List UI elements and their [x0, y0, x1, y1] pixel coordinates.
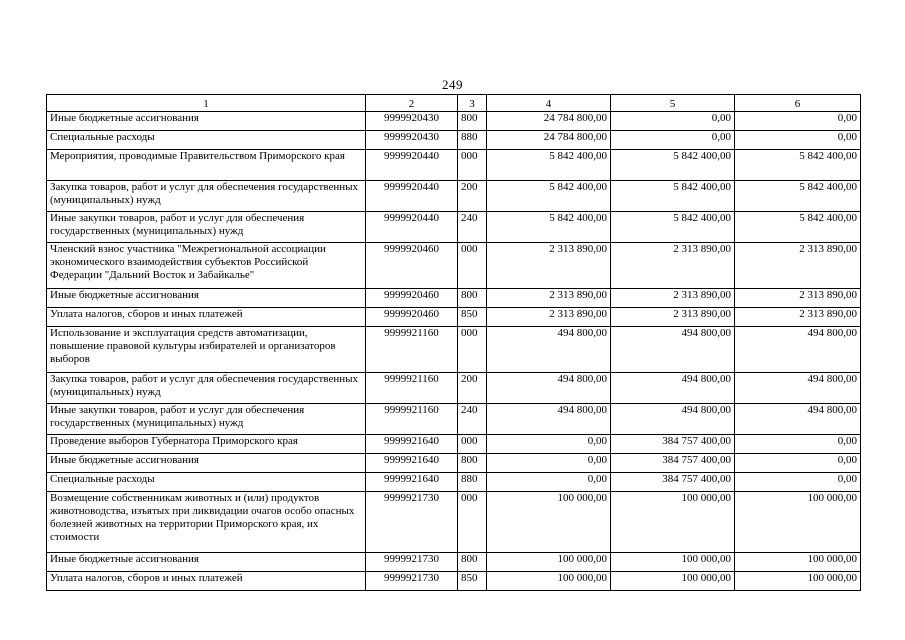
- amount-col5-cell: 100 000,00: [611, 572, 735, 591]
- row-name-cell: Иные бюджетные ассигнования: [47, 112, 366, 131]
- row-name-cell: Использование и эксплуатация средств автоматизации, повышение правовой культуры избирателей и организаторов выборов: [47, 327, 366, 373]
- column-header: 3: [458, 95, 487, 112]
- expense-type-cell: 240: [458, 212, 487, 243]
- target-code-cell: 9999921160: [366, 404, 458, 435]
- amount-col4-cell: 2 313 890,00: [487, 243, 611, 289]
- page-number: 249: [442, 77, 463, 92]
- table-row: [47, 308, 861, 327]
- row-name-cell: Специальные расходы: [47, 131, 366, 150]
- row-name-cell: Мероприятия, проводимые Правительством Приморского края: [47, 150, 366, 181]
- amount-col4-cell: 494 800,00: [487, 327, 611, 373]
- amount-col6-cell: 0,00: [735, 435, 861, 454]
- amount-col4-cell: 100 000,00: [487, 553, 611, 572]
- table-row: [47, 243, 861, 289]
- target-code-cell: 9999921160: [366, 327, 458, 373]
- expense-type-cell: 880: [458, 131, 487, 150]
- amount-col4-cell: 2 313 890,00: [487, 289, 611, 308]
- amount-col5-cell: 2 313 890,00: [611, 289, 735, 308]
- amount-col6-cell: 100 000,00: [735, 572, 861, 591]
- table-row: [47, 373, 861, 404]
- amount-col6-cell: 0,00: [735, 131, 861, 150]
- amount-col6-cell: 494 800,00: [735, 404, 861, 435]
- amount-col5-cell: 0,00: [611, 112, 735, 131]
- table-row: [47, 150, 861, 181]
- column-header: 5: [611, 95, 735, 112]
- amount-col5-cell: 2 313 890,00: [611, 243, 735, 289]
- target-code-cell: 9999920460: [366, 308, 458, 327]
- amount-col5-cell: 0,00: [611, 131, 735, 150]
- amount-col5-cell: 100 000,00: [611, 553, 735, 572]
- table-row: [47, 473, 861, 492]
- amount-col4-cell: 5 842 400,00: [487, 181, 611, 212]
- expense-type-cell: 000: [458, 492, 487, 553]
- row-name-cell: Иные бюджетные ассигнования: [47, 289, 366, 308]
- expense-type-cell: 800: [458, 112, 487, 131]
- expense-type-cell: 200: [458, 181, 487, 212]
- amount-col4-cell: 494 800,00: [487, 404, 611, 435]
- expense-type-cell: 000: [458, 150, 487, 181]
- amount-col6-cell: 2 313 890,00: [735, 289, 861, 308]
- amount-col4-cell: 100 000,00: [487, 492, 611, 553]
- row-name-cell: Специальные расходы: [47, 473, 366, 492]
- expense-type-cell: 240: [458, 404, 487, 435]
- amount-col6-cell: 2 313 890,00: [735, 308, 861, 327]
- amount-col5-cell: 5 842 400,00: [611, 150, 735, 181]
- amount-col4-cell: 100 000,00: [487, 572, 611, 591]
- amount-col5-cell: 100 000,00: [611, 492, 735, 553]
- table-header-row: [47, 95, 861, 112]
- row-name-cell: Закупка товаров, работ и услуг для обеспечения государственных (муниципальных) нужд: [47, 373, 366, 404]
- amount-col5-cell: 384 757 400,00: [611, 435, 735, 454]
- target-code-cell: 9999921160: [366, 373, 458, 404]
- row-name-cell: Иные бюджетные ассигнования: [47, 553, 366, 572]
- expense-type-cell: 850: [458, 572, 487, 591]
- target-code-cell: 9999921730: [366, 492, 458, 553]
- amount-col4-cell: 5 842 400,00: [487, 150, 611, 181]
- amount-col4-cell: 24 784 800,00: [487, 131, 611, 150]
- target-code-cell: 9999920460: [366, 289, 458, 308]
- budget-table: [46, 94, 861, 591]
- amount-col6-cell: 5 842 400,00: [735, 181, 861, 212]
- amount-col6-cell: 100 000,00: [735, 492, 861, 553]
- row-name-cell: Уплата налогов, сборов и иных платежей: [47, 308, 366, 327]
- table-row: [47, 289, 861, 308]
- row-name-cell: Уплата налогов, сборов и иных платежей: [47, 572, 366, 591]
- amount-col4-cell: 0,00: [487, 473, 611, 492]
- amount-col5-cell: 5 842 400,00: [611, 181, 735, 212]
- amount-col4-cell: 24 784 800,00: [487, 112, 611, 131]
- table-row: [47, 492, 861, 553]
- amount-col6-cell: 0,00: [735, 473, 861, 492]
- amount-col5-cell: 494 800,00: [611, 327, 735, 373]
- amount-col6-cell: 494 800,00: [735, 327, 861, 373]
- target-code-cell: 9999920440: [366, 150, 458, 181]
- target-code-cell: 9999921640: [366, 435, 458, 454]
- amount-col5-cell: 494 800,00: [611, 404, 735, 435]
- target-code-cell: 9999921640: [366, 473, 458, 492]
- row-name-cell: Иные закупки товаров, работ и услуг для обеспечения государственных (муниципальных) нужд: [47, 212, 366, 243]
- row-name-cell: Иные бюджетные ассигнования: [47, 454, 366, 473]
- row-name-cell: Иные закупки товаров, работ и услуг для обеспечения государственных (муниципальных) нужд: [47, 404, 366, 435]
- expense-type-cell: 000: [458, 435, 487, 454]
- amount-col6-cell: 100 000,00: [735, 553, 861, 572]
- amount-col5-cell: 384 757 400,00: [611, 454, 735, 473]
- table-row: [47, 212, 861, 243]
- row-name-cell: Возмещение собственникам животных и (или) продуктов животноводства, изъятых при ликвидации очагов особо опасных болезней животных на территории Приморского края, их стоимости: [47, 492, 366, 553]
- amount-col4-cell: 494 800,00: [487, 373, 611, 404]
- table-row: [47, 553, 861, 572]
- amount-col5-cell: 494 800,00: [611, 373, 735, 404]
- row-name-cell: Проведение выборов Губернатора Приморского края: [47, 435, 366, 454]
- table-row: [47, 327, 861, 373]
- expense-type-cell: 200: [458, 373, 487, 404]
- amount-col6-cell: 5 842 400,00: [735, 150, 861, 181]
- amount-col6-cell: 0,00: [735, 454, 861, 473]
- amount-col6-cell: 0,00: [735, 112, 861, 131]
- amount-col5-cell: 2 313 890,00: [611, 308, 735, 327]
- amount-col6-cell: 5 842 400,00: [735, 212, 861, 243]
- table-row: [47, 131, 861, 150]
- amount-col6-cell: 494 800,00: [735, 373, 861, 404]
- table-row: [47, 112, 861, 131]
- amount-col4-cell: 0,00: [487, 454, 611, 473]
- target-code-cell: 9999920440: [366, 212, 458, 243]
- column-header: 2: [366, 95, 458, 112]
- amount-col5-cell: 384 757 400,00: [611, 473, 735, 492]
- amount-col4-cell: 5 842 400,00: [487, 212, 611, 243]
- target-code-cell: 9999921730: [366, 553, 458, 572]
- expense-type-cell: 800: [458, 553, 487, 572]
- column-header: 6: [735, 95, 861, 112]
- amount-col5-cell: 5 842 400,00: [611, 212, 735, 243]
- target-code-cell: 9999920430: [366, 112, 458, 131]
- table-row: [47, 181, 861, 212]
- table-row: [47, 572, 861, 591]
- table-row: [47, 454, 861, 473]
- expense-type-cell: 880: [458, 473, 487, 492]
- table-row: [47, 435, 861, 454]
- expense-type-cell: 000: [458, 327, 487, 373]
- row-name-cell: Членский взнос участника "Межрегиональной ассоциации экономического взаимодействия субъектов Российской Федерации "Дальний Восток и Забайкалье": [47, 243, 366, 289]
- amount-col6-cell: 2 313 890,00: [735, 243, 861, 289]
- expense-type-cell: 850: [458, 308, 487, 327]
- target-code-cell: 9999920460: [366, 243, 458, 289]
- column-header: 4: [487, 95, 611, 112]
- target-code-cell: 9999921640: [366, 454, 458, 473]
- table-row: [47, 404, 861, 435]
- expense-type-cell: 800: [458, 289, 487, 308]
- column-header: 1: [47, 95, 366, 112]
- amount-col4-cell: 0,00: [487, 435, 611, 454]
- expense-type-cell: 000: [458, 243, 487, 289]
- target-code-cell: 9999921730: [366, 572, 458, 591]
- expense-type-cell: 800: [458, 454, 487, 473]
- target-code-cell: 9999920440: [366, 181, 458, 212]
- amount-col4-cell: 2 313 890,00: [487, 308, 611, 327]
- row-name-cell: Закупка товаров, работ и услуг для обеспечения государственных (муниципальных) нужд: [47, 181, 366, 212]
- target-code-cell: 9999920430: [366, 131, 458, 150]
